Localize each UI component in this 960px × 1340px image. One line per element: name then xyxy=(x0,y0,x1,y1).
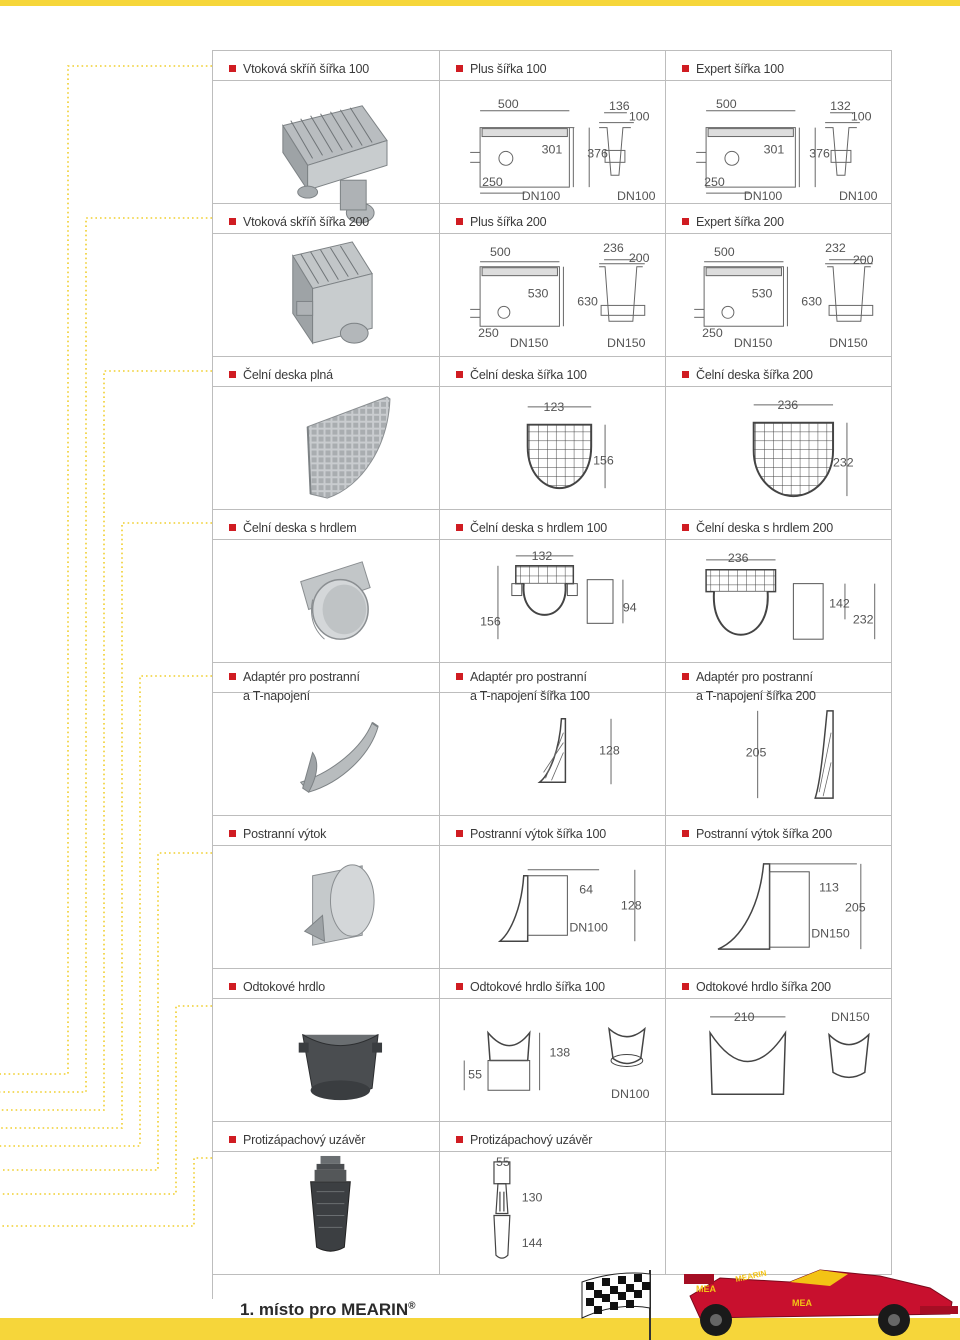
dimension-label: 123 xyxy=(543,399,565,414)
dimension-label: 232 xyxy=(833,455,854,470)
product-header: Vtoková skříň šířka 200 xyxy=(213,204,440,234)
bullet-square xyxy=(456,830,463,837)
dimension-label: 236 xyxy=(603,240,624,255)
dimension-label: 232 xyxy=(825,240,846,255)
dimension-label: DN150 xyxy=(733,336,773,351)
dimension-label: 376 xyxy=(587,146,608,161)
dimension-label: 156 xyxy=(593,453,614,468)
dimension-label: DN100 xyxy=(569,920,608,935)
dimension-label: 250 xyxy=(704,175,725,190)
drawing-side-outlet-200 xyxy=(666,846,892,969)
drawing-outlet-socket-200 xyxy=(666,999,892,1122)
dimension-label: DN150 xyxy=(831,1009,870,1024)
product-header: Adaptér pro postranní a T-napojení šířka 100 xyxy=(440,663,666,693)
bullet-square xyxy=(456,1136,463,1143)
product-photo-inlet-box-100 xyxy=(213,81,440,204)
bullet-square xyxy=(456,524,463,531)
bullet-square xyxy=(229,371,236,378)
product-header: Čelní deska plná xyxy=(213,357,440,387)
dimension-label: 100 xyxy=(850,109,872,124)
product-header: Čelní deska šířka 100 xyxy=(440,357,666,387)
bullet-square xyxy=(229,218,236,225)
dimension-label: 200 xyxy=(852,252,874,267)
product-header: Protizápachový uzávěr xyxy=(213,1122,440,1152)
dimension-label: 64 xyxy=(579,882,594,897)
dimension-label: 236 xyxy=(727,550,749,565)
product-header: Expert šířka 200 xyxy=(666,204,892,234)
dimension-label: 630 xyxy=(577,294,598,309)
dimension-label: 55 xyxy=(468,1067,482,1082)
dimension-label: 142 xyxy=(829,596,850,611)
dimension-label: 100 xyxy=(628,109,650,124)
bullet-square xyxy=(229,1136,236,1143)
dimension-label: 500 xyxy=(716,96,737,111)
product-header: Odtokové hrdlo šířka 200 xyxy=(666,969,892,999)
product-photo-end-plate-socket xyxy=(213,540,440,663)
bullet-square xyxy=(682,524,689,531)
product-header: Plus šířka 200 xyxy=(440,204,666,234)
dimension-label: DN100 xyxy=(611,1087,650,1102)
product-grid xyxy=(212,50,892,1299)
product-header: Protizápachový uzávěr xyxy=(440,1122,666,1152)
bullet-square xyxy=(456,673,463,680)
dimension-label: 250 xyxy=(702,326,723,341)
dimension-label: 301 xyxy=(541,142,563,157)
product-photo-side-adapter xyxy=(213,693,440,816)
bullet-square xyxy=(682,65,689,72)
race-car-image xyxy=(680,1256,960,1340)
drawing-plus-200 xyxy=(440,234,666,357)
dimension-label: DN150 xyxy=(509,336,549,351)
empty-header xyxy=(666,1122,892,1152)
product-photo-end-plate xyxy=(213,387,440,510)
drawing-end-plate-100 xyxy=(440,387,666,510)
product-header: Odtokové hrdlo xyxy=(213,969,440,999)
product-photo-outlet-socket xyxy=(213,999,440,1122)
bullet-square xyxy=(229,524,236,531)
bullet-square xyxy=(456,65,463,72)
bullet-square xyxy=(229,830,236,837)
product-header: Postranní výtok šířka 100 xyxy=(440,816,666,846)
dimension-label: 301 xyxy=(763,142,785,157)
product-header: Plus šířka 100 xyxy=(440,51,666,81)
drawing-side-outlet-100 xyxy=(440,846,666,969)
bullet-square xyxy=(682,830,689,837)
drawing-odor-trap xyxy=(440,1152,666,1275)
product-photo-odor-trap xyxy=(213,1152,440,1275)
dimension-label: DN100 xyxy=(616,189,656,204)
dimension-label: 500 xyxy=(497,96,519,111)
dimension-label: 55 xyxy=(495,1154,510,1169)
dimension-label: DN150 xyxy=(829,336,868,351)
product-header: Čelní deska s hrdlem 100 xyxy=(440,510,666,540)
bullet-square xyxy=(229,673,236,680)
dimension-label: DN100 xyxy=(521,189,561,204)
dimension-label: 232 xyxy=(852,612,874,627)
dimension-label: 250 xyxy=(482,175,503,190)
dimension-label: DN150 xyxy=(811,926,850,941)
dimension-label: 156 xyxy=(480,614,501,629)
bullet-square xyxy=(456,371,463,378)
drawing-expert-200 xyxy=(666,234,892,357)
product-header: Odtokové hrdlo šířka 100 xyxy=(440,969,666,999)
dimension-label: DN100 xyxy=(839,189,878,204)
car-logo-text: MEARIN xyxy=(734,1268,768,1284)
dimension-label: 530 xyxy=(751,286,773,301)
drawing-outlet-socket-100 xyxy=(440,999,666,1122)
dimension-label: 205 xyxy=(844,900,866,915)
product-header: Expert šířka 100 xyxy=(666,51,892,81)
product-header: Vtoková skříň šířka 100 xyxy=(213,51,440,81)
drawing-end-plate-socket-100 xyxy=(440,540,666,663)
product-photo-side-outlet xyxy=(213,846,440,969)
product-photo-inlet-box-200 xyxy=(213,234,440,357)
drawing-end-plate-socket-200 xyxy=(666,540,892,663)
dimension-label: 138 xyxy=(549,1045,571,1060)
bullet-square xyxy=(229,983,236,990)
dimension-label: 113 xyxy=(819,880,839,895)
drawing-side-adapter-200 xyxy=(666,693,892,816)
drawing-side-adapter-100 xyxy=(440,693,666,816)
dimension-label: 128 xyxy=(620,898,642,913)
product-header: Postranní výtok šířka 200 xyxy=(666,816,892,846)
bullet-square xyxy=(456,983,463,990)
dimension-label: 630 xyxy=(801,294,822,309)
drawing-plus-100 xyxy=(440,81,666,204)
product-header: Čelní deska šířka 200 xyxy=(666,357,892,387)
product-header: Adaptér pro postranní a T-napojení xyxy=(213,663,440,693)
dimension-label: 200 xyxy=(628,250,650,265)
dimension-label: 376 xyxy=(809,146,830,161)
footer-title: 1. místo pro MEARIN® xyxy=(240,1300,416,1319)
dimension-label: 205 xyxy=(745,745,767,760)
dimension-label: 210 xyxy=(733,1009,755,1024)
dimension-label: DN150 xyxy=(607,336,646,351)
dimension-label: 500 xyxy=(490,244,511,259)
checkered-flag-icon xyxy=(578,1264,658,1340)
bullet-square xyxy=(229,65,236,72)
dimension-label: 132 xyxy=(830,98,851,113)
dimension-label: DN100 xyxy=(743,189,783,204)
bullet-square xyxy=(682,983,689,990)
bullet-square xyxy=(682,371,689,378)
bullet-square xyxy=(682,218,689,225)
bullet-square xyxy=(682,673,689,680)
dimension-label: 128 xyxy=(599,743,620,758)
product-header: Adaptér pro postranní a T-napojení šířka 200 xyxy=(666,663,892,693)
dimension-label: 136 xyxy=(609,98,630,113)
bullet-square xyxy=(456,218,463,225)
car-logo-text: MEA xyxy=(696,1284,716,1294)
drawing-end-plate-200 xyxy=(666,387,892,510)
dimension-label: 250 xyxy=(478,326,499,341)
product-header: Čelní deska s hrdlem 200 xyxy=(666,510,892,540)
dimension-label: 130 xyxy=(521,1190,543,1205)
dimension-label: 144 xyxy=(521,1236,543,1251)
dimension-label: 500 xyxy=(714,244,735,259)
dimension-label: 236 xyxy=(777,397,799,412)
product-header: Postranní výtok xyxy=(213,816,440,846)
dimension-label: 132 xyxy=(531,548,553,563)
dimension-label: 530 xyxy=(527,286,549,301)
top-yellow-bar xyxy=(0,0,960,6)
dimension-label: 94 xyxy=(622,600,637,615)
registered-mark: ® xyxy=(408,1300,416,1312)
product-header: Čelní deska s hrdlem xyxy=(213,510,440,540)
car-logo-text: MEA xyxy=(792,1298,812,1308)
drawing-expert-100 xyxy=(666,81,892,204)
